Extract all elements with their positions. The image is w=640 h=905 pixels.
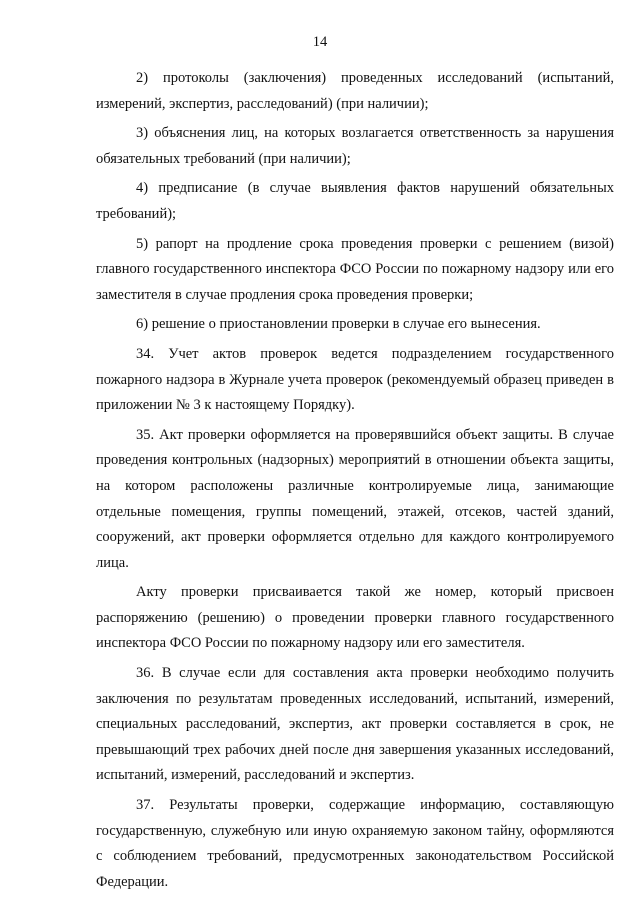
- paragraph-item-2: 2) протоколы (заключения) проведенных исследований (испытаний, измерений, экспертиз, расследований) (при наличии);: [96, 70, 614, 112]
- paragraph-36: 36. В случае если для составления акта проверки необходимо получить заключения по результатам проведенных исследований, испытаний, измерений, специальных расследований, экспертиз, акт проверки составляется в срок, не превышающий трех рабочих дней после дня завершения указанных исследований, испытаний, измерений, расследований и экспертиз.: [96, 665, 614, 784]
- paragraph-35: 35. Акт проверки оформляется на проверявшийся объект защиты. В случае проведения контрольных (надзорных) мероприятий в отношении объекта защиты, на котором расположены различные контролируемые лица, занимающие отдельные помещения, группы помещений, этажей, отсеков, частей зданий, сооружений, акт проверки оформляется отдельно для каждого контролируемого лица.: [96, 426, 614, 571]
- paragraph-35-act-number: Акту проверки присваивается такой же номер, который присвоен распоряжению (решению) о проведении проверки главного государственного инспектора ФСО России по пожарному надзору или его заместителя.: [96, 584, 614, 652]
- paragraph-37: 37. Результаты проверки, содержащие информацию, составляющую государственную, служебную или иную охраняемую законом тайну, оформляются с соблюдением требований, предусмотренных законодательством Российской Федерации.: [96, 797, 614, 890]
- paragraph-34: 34. Учет актов проверок ведется подразделением государственного пожарного надзора в Журнале учета проверок (рекомендуемый образец приведен в приложении № 3 к настоящему Порядку).: [96, 345, 614, 414]
- paragraph-item-3: 3) объяснения лиц, на которых возлагается ответственность за нарушения обязательных требований (при наличии);: [96, 125, 614, 167]
- paragraph-item-5: 5) рапорт на продление срока проведения проверки с решением (визой) главного государственного инспектора ФСО России по пожарному надзору или его заместителя в случае продления срока проведения проверки;: [96, 235, 614, 303]
- paragraph-item-6: 6) решение о приостановлении проверки в случае его вынесения.: [136, 316, 541, 333]
- page-number: 14: [312, 34, 328, 50]
- paragraph-item-4: 4) предписание (в случае выявления фактов нарушений обязательных требований);: [96, 180, 614, 222]
- document-body: [96, 66, 614, 899]
